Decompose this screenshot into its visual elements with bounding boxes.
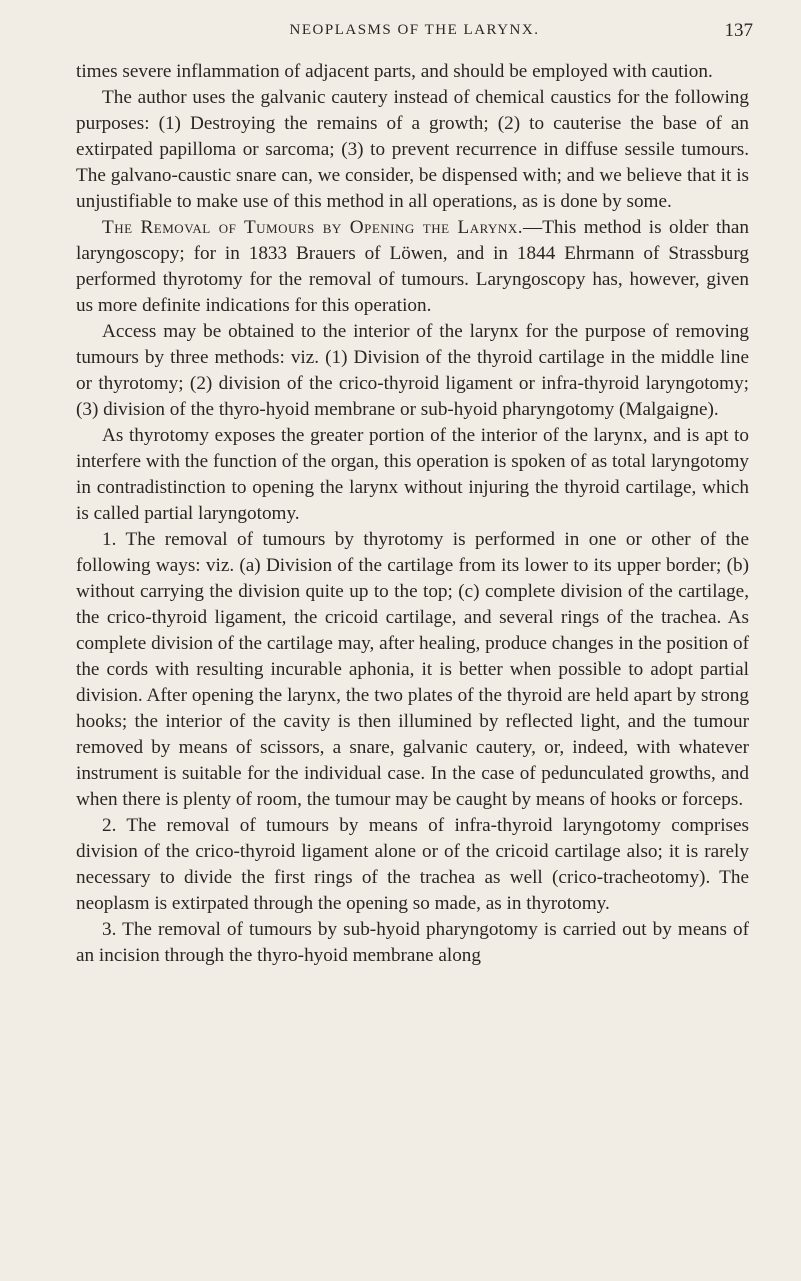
running-title: NEOPLASMS OF THE LARYNX. xyxy=(289,22,540,38)
paragraph xyxy=(76,423,749,527)
paragraph-text: As thyrotomy exposes the greater portion of the interior of the larynx, and is apt to interfere with the function of the organ, this operation is spoken of as total laryngotomy in contradistinction to opening the larynx without injuring the thyroid cartilage, which is called partial laryngotomy. xyxy=(76,425,749,524)
paragraph-text: 1. The removal of tumours by thyrotomy is performed in one or other of the following ways: viz. (a) Division of the cartilage from its lower to its upper border; (b) without carrying the division quite up to the top; (c) complete division of the cartilage, the crico-thyroid ligament, the cricoid cartilage, and several rings of the trachea. As complete division of the cartilage may, after healing, produce changes in the position of the cords with resulting incurable aphonia, it is better when possible to adopt partial division. After opening the larynx, the two plates of the thyroid are held apart by strong hooks; the interior of the cavity is then illumined by reflected light, and the tumour removed by means of scissors, a snare, galvanic cautery, or, indeed, with whatever instrument is suitable for the individual case. In the case of pedunculated growths, and when there is plenty of room, the tumour may be caught by means of hooks or forceps. xyxy=(76,529,749,810)
paragraph xyxy=(76,813,749,917)
paragraph xyxy=(76,917,749,969)
paragraph-text: 3. The removal of tumours by sub-hyoid pharyngotomy is carried out by means of an incision through the thyro-hyoid membrane along xyxy=(76,919,749,966)
section-heading: The Removal of Tumours by Opening the Larynx. xyxy=(102,217,524,238)
paragraph-text: Access may be obtained to the interior of the larynx for the purpose of removing tumours by three methods: viz. (1) Division of the thyroid cartilage in the middle line or thyrotomy; (2) division of the crico-thyroid ligament or infra-thyroid laryngotomy; (3) division of the thyro-hyoid membrane or sub-hyoid pharyngotomy (Malgaigne). xyxy=(76,321,749,420)
paragraph-text: —This method is older than laryngoscopy; for in 1833 Brauers of Löwen, and in 1844 Ehrmann of Strassburg performed thyrotomy for the removal of tumours. Laryngoscopy has, however, given us more definite indications for this operation. xyxy=(76,217,749,316)
body-text xyxy=(76,59,749,969)
running-head xyxy=(76,20,753,42)
paragraph xyxy=(76,215,749,319)
paragraph xyxy=(76,59,749,85)
paragraph xyxy=(76,527,749,813)
paragraph xyxy=(76,85,749,215)
paragraph-text: The author uses the galvanic cautery instead of chemical caustics for the following purposes: (1) Destroying the remains of a growth; (2) to cauterise the base of an extirpated papilloma or sarcoma; (3) to prevent recurrence in diffuse sessile tumours. The galvano-caustic snare can, we consider, be dispensed with; and we believe that it is unjustifiable to make use of this method in all operations, as is done by some. xyxy=(76,87,749,212)
paragraph xyxy=(76,319,749,423)
paragraph-text: 2. The removal of tumours by means of infra-thyroid laryngotomy comprises division of the crico-thyroid ligament alone or of the cricoid cartilage also; it is rarely necessary to divide the first rings of the trachea as well (crico-tracheotomy). The neoplasm is extirpated through the opening so made, as in thyrotomy. xyxy=(76,815,749,914)
paragraph-text: times severe inflammation of adjacent parts, and should be employed with caution. xyxy=(76,61,713,82)
page-number: 137 xyxy=(724,20,753,41)
